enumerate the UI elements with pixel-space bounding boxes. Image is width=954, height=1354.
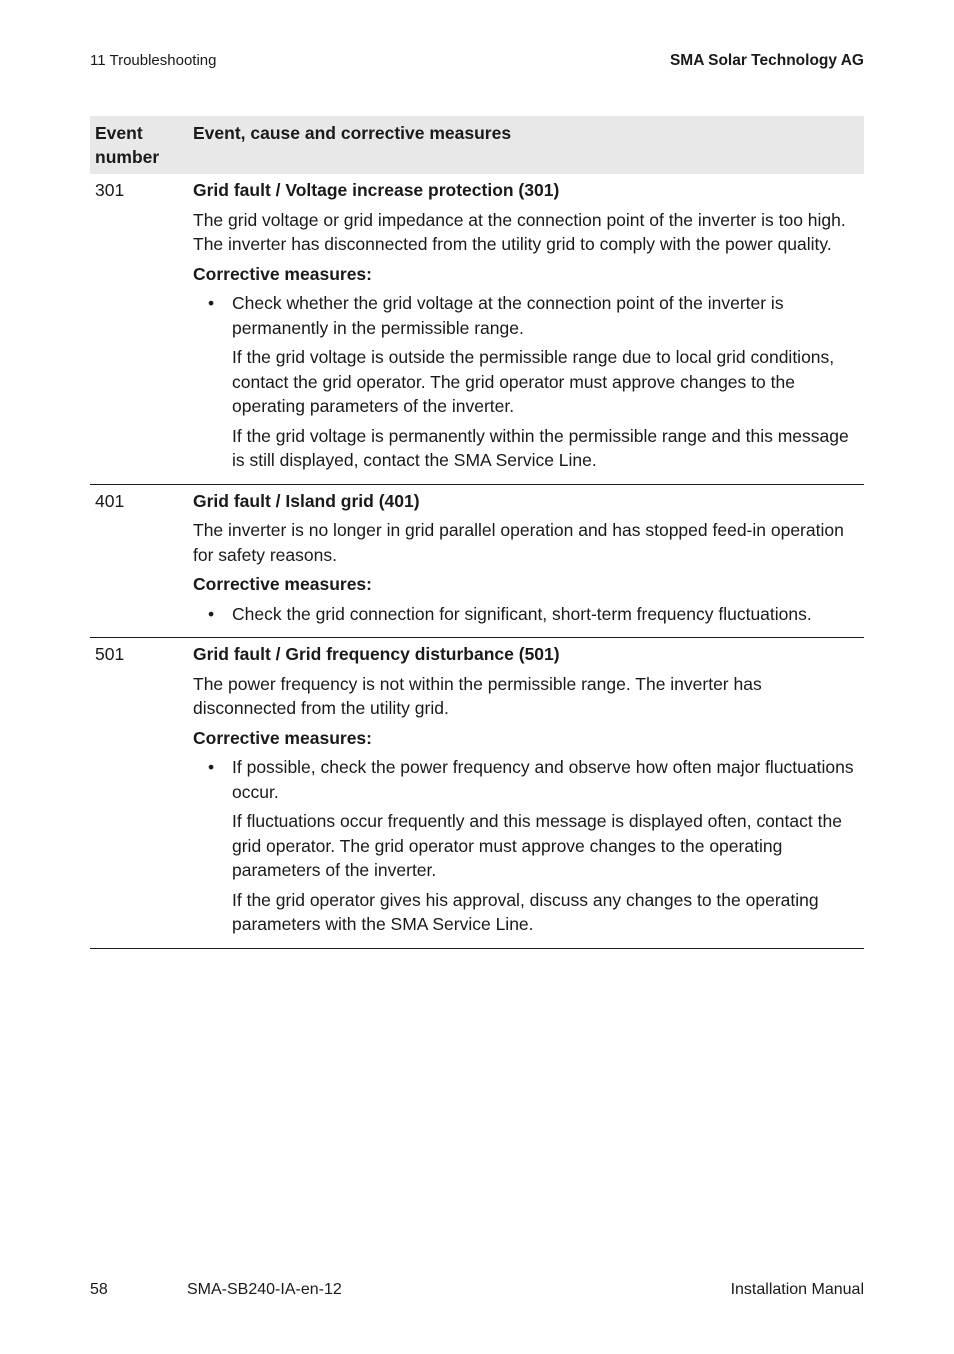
table-row bbox=[90, 174, 864, 484]
company-name: SMA Solar Technology AG bbox=[669, 52, 864, 69]
event-title: Grid fault / Grid frequency disturbance (501) bbox=[193, 644, 560, 664]
table-header-row bbox=[90, 116, 864, 174]
measure-note: If the grid voltage is permanently within the permissible range and this message is still displayed, contact the SMA Service Line. bbox=[232, 425, 849, 470]
list-item bbox=[208, 602, 859, 627]
measure-note: If the grid voltage is outside the permissible range due to local grid conditions, contact the grid operator. The grid operator must approve changes to the operating parameters of the inverter. bbox=[232, 347, 835, 416]
event-number: 301 bbox=[95, 180, 125, 200]
event-description: The inverter is no longer in grid parallel operation and has stopped feed-in operation for safety reasons. bbox=[193, 520, 844, 565]
section-title: 11 Troubleshooting bbox=[90, 52, 217, 69]
event-number: 401 bbox=[95, 490, 125, 511]
column-header-event-number: Event number bbox=[90, 116, 188, 174]
event-description: The grid voltage or grid impedance at the connection point of the inverter is too high. The inverter has disconnected from the utility grid to comply with the power quality. bbox=[193, 209, 846, 254]
table-row bbox=[90, 484, 864, 638]
corrective-measures-label: Corrective measures: bbox=[193, 727, 372, 748]
event-number: 501 bbox=[95, 644, 125, 664]
bullet-icon: • bbox=[208, 757, 215, 777]
event-details bbox=[188, 638, 864, 949]
list-item bbox=[208, 755, 859, 804]
table-row bbox=[90, 638, 864, 949]
measures-list bbox=[193, 602, 859, 627]
measure-text: Check the grid connection for significant, short-term frequency fluctuations. bbox=[232, 603, 812, 624]
measure-note: If fluctuations occur frequently and this message is displayed often, contact the grid operator. The grid operator must approve changes to the operating parameters of the inverter. bbox=[232, 811, 842, 880]
measures-list bbox=[193, 291, 859, 340]
list-item bbox=[208, 291, 859, 340]
event-details bbox=[188, 174, 864, 484]
measure-note: If the grid operator gives his approval, discuss any changes to the operating parameters with the SMA Service Line. bbox=[232, 889, 819, 934]
measure-text: If possible, check the power frequency and observe how often major fluctuations occur. bbox=[232, 757, 854, 802]
column-header-description: Event, cause and corrective measures bbox=[188, 116, 864, 174]
document-code: SMA-SB240-IA-en-12 bbox=[187, 1281, 342, 1298]
event-description: The power frequency is not within the permissible range. The inverter has disconnected from the utility grid. bbox=[193, 673, 762, 718]
event-table bbox=[90, 116, 864, 949]
corrective-measures-label: Corrective measures: bbox=[193, 574, 372, 594]
corrective-measures-label: Corrective measures: bbox=[193, 263, 372, 284]
bullet-icon: • bbox=[208, 603, 215, 624]
bullet-icon: • bbox=[208, 293, 215, 313]
measures-list bbox=[193, 755, 859, 804]
event-title: Grid fault / Voltage increase protection (301) bbox=[193, 180, 560, 200]
event-details bbox=[188, 484, 864, 638]
page-number: 58 bbox=[90, 1281, 108, 1298]
measure-text: Check whether the grid voltage at the connection point of the inverter is permanently in the permissible range. bbox=[232, 293, 784, 338]
event-title: Grid fault / Island grid (401) bbox=[193, 490, 420, 511]
document-type: Installation Manual bbox=[730, 1281, 864, 1298]
